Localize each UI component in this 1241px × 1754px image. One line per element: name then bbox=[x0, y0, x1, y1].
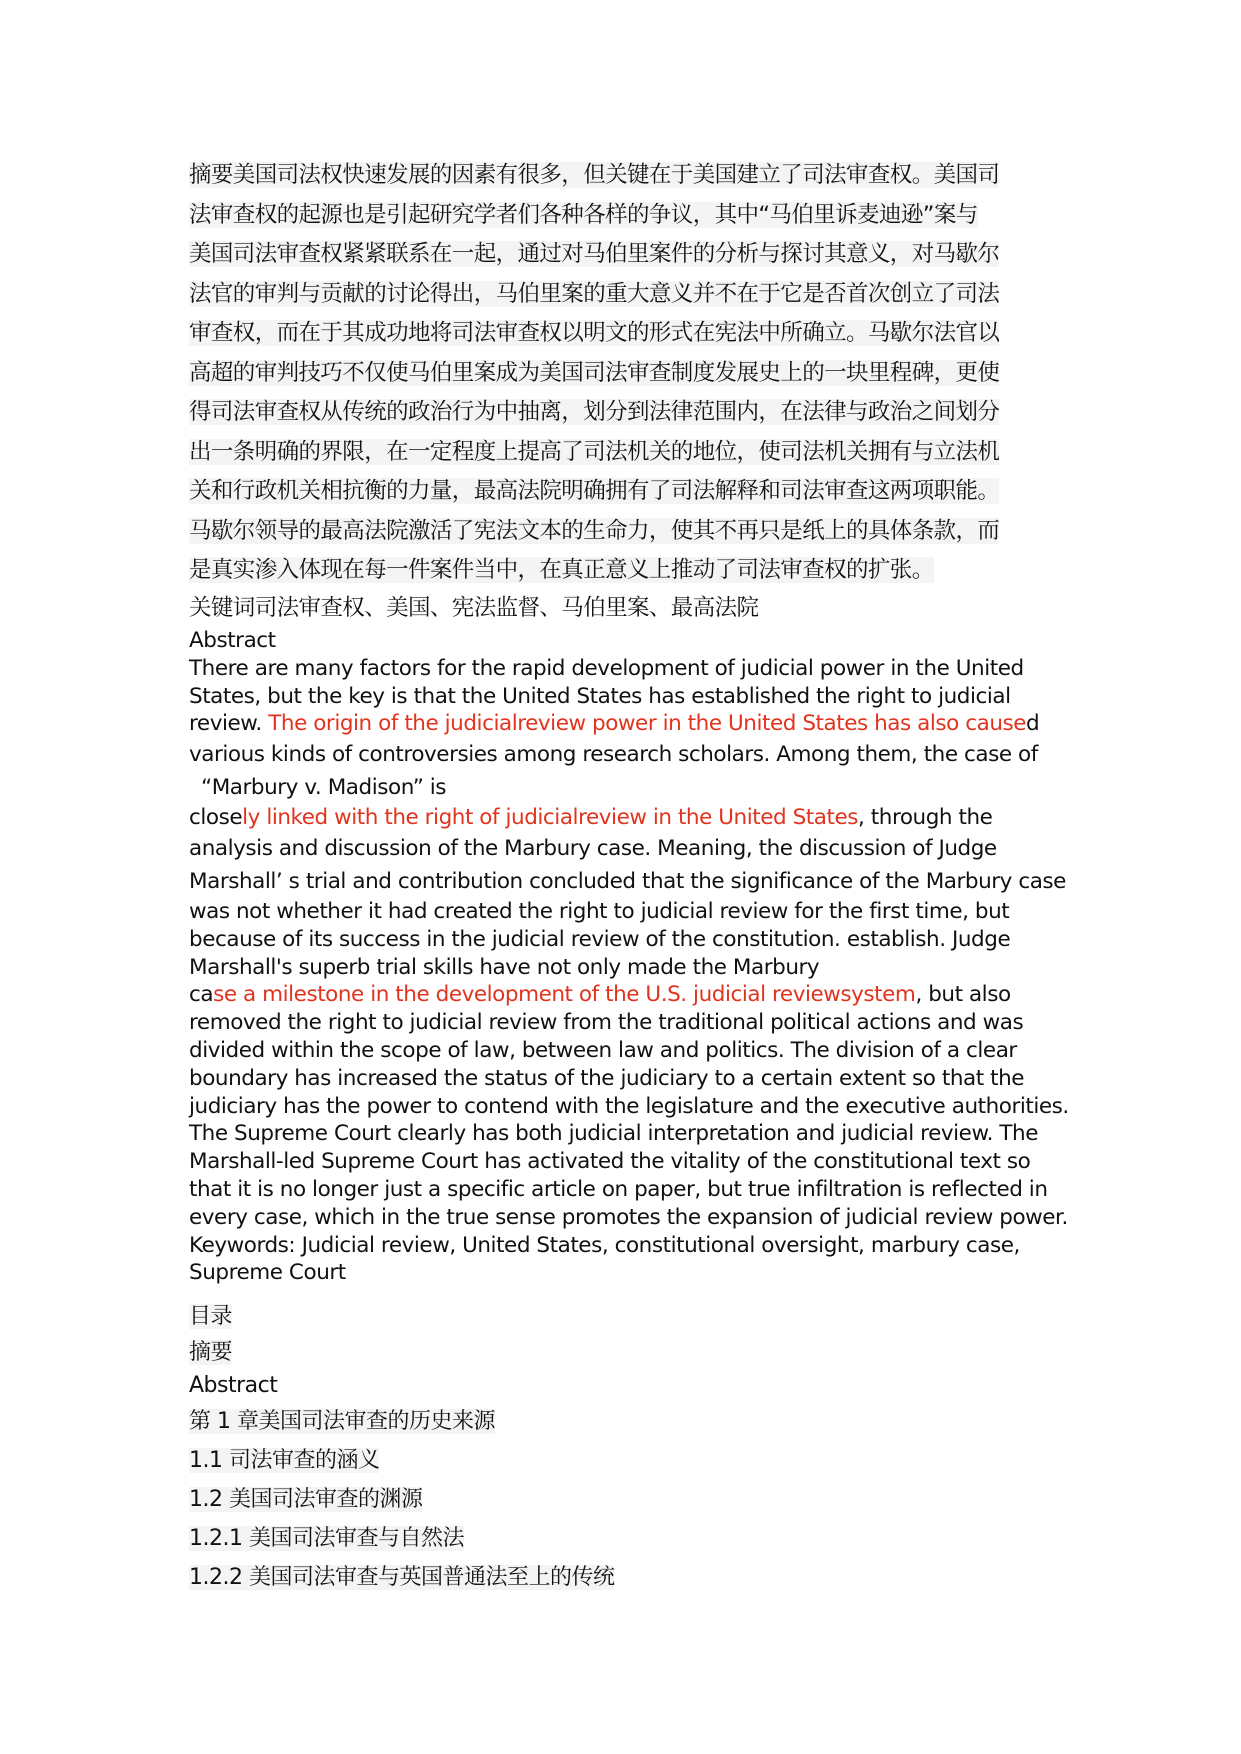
abstract-zh-line: 是真实渗入体现在每一件案件当中，在真正意义上推动了司法审查权的扩张。 bbox=[189, 557, 934, 583]
abstract-en-line: The Supreme Court clearly has both judicial interpretation and judicial review. The bbox=[189, 1121, 1039, 1147]
abstract-zh-line: 关和行政机关相抗衡的力量，最高法院明确拥有了司法解释和司法审查这两项职能。 bbox=[189, 478, 1000, 504]
abstract-zh-line: 马歇尔领导的最高法院激活了宪法文本的生命力，使其不再只是纸上的具体条款，而 bbox=[189, 517, 1000, 544]
english-abstract bbox=[189, 627, 1069, 1287]
abstract-en-line: every case, which in the true sense promotes the expansion of judicial review power. bbox=[189, 1204, 1068, 1230]
abstract-heading: Abstract bbox=[189, 628, 276, 653]
abstract-zh-line: 高超的审判技巧不仅使马伯里案成为美国司法审查制度发展史上的一块里程碑，更使 bbox=[189, 359, 1000, 386]
toc-item: 1.2 美国司法审查的渊源 bbox=[189, 1487, 423, 1512]
toc-item: 1.2.2 美国司法审查与英国普通法至上的传统 bbox=[189, 1565, 615, 1590]
abstract-en-line: judiciary has the power to contend with the legislature and the executive authorities. bbox=[189, 1093, 1069, 1119]
highlighted-text: ly linked with the right of judicialreview in the United States bbox=[242, 805, 859, 831]
highlighted-text: se a milestone in the development of the U.S. judicial reviewsystem bbox=[213, 982, 916, 1008]
abstract-en-line: There are many factors for the rapid development of judicial power in the United bbox=[189, 655, 1024, 681]
abstract-en-line: boundary has increased the status of the judiciary to a certain extent so that the bbox=[189, 1065, 1025, 1091]
abstract-zh-line: 审查权，而在于其成功地将司法审查权以明文的形式在宪法中所确立。马歇尔法官以 bbox=[189, 320, 1000, 346]
abstract-en-line: removed the right to judicial review from the traditional political actions and was bbox=[189, 1010, 1024, 1036]
abstract-en-line: States, but the key is that the United States has established the right to judicial bbox=[189, 683, 1011, 709]
abstract-en-line: was not whether it had created the right to judicial review for the first time, but bbox=[189, 898, 1010, 924]
abstract-zh-line: 出一条明确的界限，在一定程度上提高了司法机关的地位，使司法机关拥有与立法机 bbox=[189, 438, 1000, 465]
abstract-en-line: case a milestone in the development of the U.S. judicial reviewsystem, but also bbox=[189, 982, 1011, 1008]
english-keywords-continued: Supreme Court bbox=[189, 1260, 346, 1286]
abstract-zh-line: 摘要美国司法权快速发展的因素有很多，但关键在于美国建立了司法审查权。美国司 bbox=[189, 162, 1000, 188]
chinese-abstract bbox=[189, 156, 1049, 591]
abstract-zh-line: 得司法审查权从传统的政治行为中抽离，划分到法律范围内，在法律与政治之间划分 bbox=[189, 399, 1000, 425]
highlighted-text: The origin of the judicialreview power in the United States has also cause bbox=[268, 711, 1027, 737]
toc-item: 摘要 bbox=[189, 1340, 233, 1365]
abstract-zh-line: 法审查权的起源也是引起研究学者们各种各样的争议，其中“马伯里诉麦迪逊”案与 bbox=[189, 201, 978, 228]
english-keywords: Keywords: Judicial review, United States, constitutional oversight, marbury case, bbox=[189, 1232, 1020, 1258]
table-of-contents bbox=[189, 1297, 614, 1597]
toc-item: 1.1 司法审查的涵义 bbox=[189, 1448, 380, 1473]
abstract-en-line: that it is no longer just a specific article on paper, but true infiltration is reflected in bbox=[189, 1176, 1048, 1202]
abstract-en-line: because of its success in the judicial review of the constitution. establish. Judge bbox=[189, 926, 1011, 952]
abstract-en-line: Marshall's superb trial skills have not only made the Marbury bbox=[189, 954, 820, 980]
abstract-en-line: closely linked with the right of judicialreview in the United States, through the bbox=[189, 805, 993, 831]
toc-title: 目录 bbox=[189, 1304, 233, 1329]
abstract-en-line: various kinds of controversies among research scholars. Among them, the case of bbox=[189, 742, 1038, 768]
toc-item: 第 1 章美国司法审查的历史来源 bbox=[189, 1409, 495, 1434]
abstract-en-line: analysis and discussion of the Marbury case. Meaning, the discussion of Judge bbox=[189, 835, 997, 861]
abstract-en-line: “Marbury v. Madison” is bbox=[201, 775, 447, 801]
abstract-en-line: divided within the scope of law, between law and politics. The division of a clear bbox=[189, 1037, 1017, 1063]
abstract-zh-line: 美国司法审查权紧紧联系在一起，通过对马伯里案件的分析与探讨其意义，对马歇尔 bbox=[189, 241, 1000, 267]
toc-item: 1.2.1 美国司法审查与自然法 bbox=[189, 1526, 464, 1551]
toc-item: Abstract bbox=[189, 1373, 278, 1398]
abstract-en-line: review. The origin of the judicialreview power in the United States has also caused bbox=[189, 711, 1040, 737]
chinese-keywords: 关键词司法审查权、美国、宪法监督、马伯里案、最高法院 bbox=[189, 595, 759, 621]
abstract-en-line: Marshall’ s trial and contribution concluded that the significance of the Marbury case bbox=[189, 868, 1066, 894]
abstract-zh-line: 法官的审判与贡献的讨论得出，马伯里案的重大意义并不在于它是否首次创立了司法 bbox=[189, 280, 1000, 307]
abstract-en-line: Marshall-led Supreme Court has activated the vitality of the constitutional text so bbox=[189, 1149, 1031, 1175]
